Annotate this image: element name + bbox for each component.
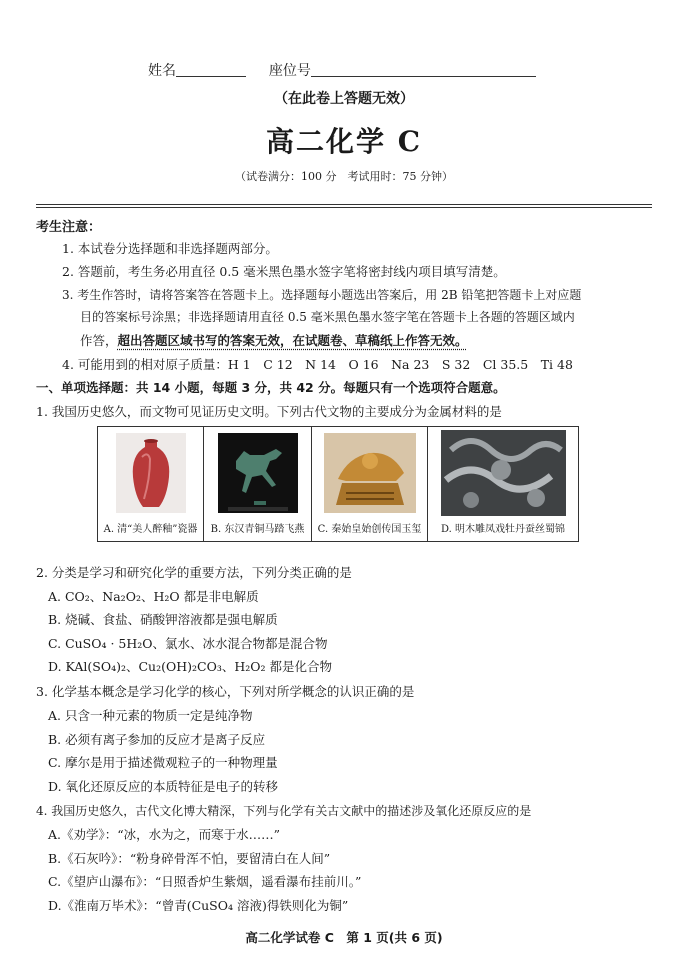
- question-4-option-d: D.《淮南万毕术》：“曾青(CuSO₄ 溶液)得铁则化为铜”: [48, 898, 349, 913]
- seat-blank: [311, 62, 536, 77]
- question-2-stem: 2. 分类是学习和研究化学的重要方法，下列分类正确的是: [36, 565, 352, 580]
- name-seat-line: [148, 60, 536, 80]
- notice-item-1: 1. 本试卷分选择题和非选择题两部分。: [62, 241, 278, 256]
- question-3-stem: 3. 化学基本概念是学习化学的核心，下列对所学概念的认识正确的是: [36, 684, 415, 699]
- page-title: 高二化学 C: [265, 125, 423, 158]
- notice-item-3-cont: 目的答案标号涂黑；非选择题请用直径 0.5 毫米黑色墨水签字笔在答题卡上各题的答题区域内: [80, 310, 575, 324]
- question-2-option-d: D. KAl(SO₄)₂、Cu₂(OH)₂CO₃、H₂O₂ 都是化合物: [48, 659, 332, 674]
- question-3-option-d: D. 氧化还原反应的本质特征是电子的转移: [48, 779, 279, 794]
- image-caption-b: B. 东汉青铜马踏飞燕: [210, 524, 305, 535]
- question-4-stem: 4. 我国历史悠久，古代文化博大精深，下列与化学有关古文献中的描述涉及氧化还原反应的是: [36, 804, 532, 818]
- section-heading: 一、单项选择题：共 14 小题，每题 3 分，共 42 分。每题只有一个选项符合题意。: [36, 380, 506, 395]
- page-footer: 高二化学试卷 C 第 1 页(共 6 页): [245, 930, 443, 945]
- notice-item-3-tail: [80, 333, 468, 349]
- bronze-horse-icon: [204, 427, 311, 519]
- notice-emphasis: 超出答题区域书写的答案无效，在试题卷、草稿纸上作答无效。: [117, 333, 468, 348]
- question-4-option-c: C.《望庐山瀑布》：“日照香炉生紫烟，遥看瀑布挂前川。”: [48, 874, 362, 889]
- page-subtitle: （试卷满分：100 分 考试用时：75 分钟）: [235, 170, 453, 183]
- question-2-option-a: A. CO₂、Na₂O₂、H₂O 都是非电解质: [48, 589, 259, 604]
- image-caption-d: D. 明木雕凤戏牡丹蚕丝蜀锦: [440, 524, 566, 535]
- vase-icon: [98, 427, 203, 519]
- question-4-option-a: A.《劝学》：“冰，水为之，而寒于水……”: [48, 827, 281, 842]
- notice-item-3: 3. 考生作答时，请将答案答在答题卡上。选择题每小题选出答案后，用 2B 铅笔把答题卡上对应题: [62, 288, 582, 302]
- question-1-image-table: [97, 426, 579, 542]
- question-3-option-a: A. 只含一种元素的物质一定是纯净物: [48, 708, 253, 723]
- question-1-stem: 1. 我国历史悠久，而文物可见证历史文明。下列古代文物的主要成分为金属材料的是: [36, 404, 502, 419]
- question-3-option-c: C. 摩尔是用于描述微观粒子的一种物理量: [48, 755, 278, 770]
- notice-title: 考生注意：: [36, 220, 102, 235]
- name-label: 姓名: [148, 63, 176, 79]
- no-effect-note: （在此卷上答题无效）: [274, 91, 414, 107]
- question-3-option-b: B. 必须有离子参加的反应才是离子反应: [48, 732, 266, 747]
- notice-item-3-tail-text: 作答，: [80, 333, 118, 348]
- image-caption-c: C. 秦始皇始创传国玉玺: [317, 524, 422, 535]
- seat-label: 座位号: [268, 63, 311, 79]
- question-2-option-b: B. 烧碱、食盐、硝酸钾溶液都是强电解质: [48, 612, 278, 627]
- notice-item-4: 4. 可能用到的相对原子质量：H 1 C 12 N 14 O 16 Na 23 S 32 Cl 35.5 Ti 48: [62, 357, 573, 372]
- jade-seal-icon: [312, 427, 427, 519]
- name-blank: [176, 62, 246, 77]
- divider-top: [36, 204, 652, 205]
- notice-item-2: 2. 答题前，考生务必用直径 0.5 毫米黑色墨水签字笔将密封线内项目填写清楚。: [62, 264, 506, 279]
- image-caption-a: A. 清“美人醉釉”瓷器: [103, 524, 198, 535]
- question-2-option-c: C. CuSO₄ · 5H₂O、氯水、冰水混合物都是混合物: [48, 636, 328, 651]
- wood-carving-icon: [428, 427, 578, 519]
- divider-bottom: [36, 207, 652, 208]
- question-4-option-b: B.《石灰吟》：“粉身碎骨浑不怕，要留清白在人间”: [48, 851, 331, 866]
